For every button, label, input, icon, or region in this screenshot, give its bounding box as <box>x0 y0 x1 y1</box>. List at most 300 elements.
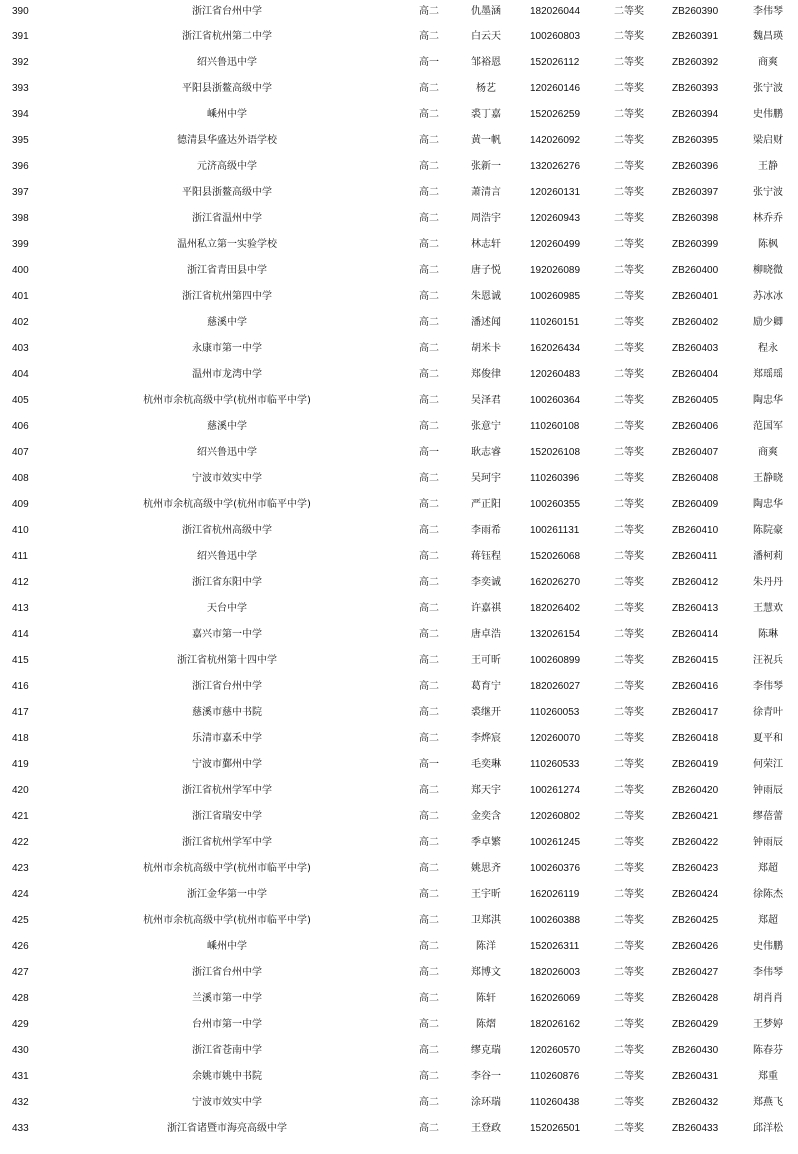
certificate-number: ZB260429 <box>672 1019 719 1030</box>
grade: 高二 <box>419 733 439 744</box>
student-id: 110260533 <box>530 759 580 770</box>
certificate-number: ZB260421 <box>672 811 719 822</box>
certificate-number: ZB260413 <box>672 603 719 614</box>
school-name: 宁波市鄞州中学 <box>192 759 262 770</box>
school-name: 绍兴鲁迅中学 <box>197 57 257 68</box>
award-level: 二等奖 <box>614 941 644 952</box>
grade: 高二 <box>419 1071 439 1082</box>
student-name: 许嘉祺 <box>471 603 501 614</box>
certificate-number: ZB260414 <box>672 629 719 640</box>
grade: 高二 <box>419 1045 439 1056</box>
table-row <box>0 206 798 232</box>
school-name: 平阳县浙鳌高级中学 <box>182 187 272 198</box>
school-name: 浙江省杭州高级中学 <box>182 525 272 536</box>
award-level: 二等奖 <box>614 213 644 224</box>
award-level: 二等奖 <box>614 265 644 276</box>
table-row <box>0 232 798 258</box>
table-row <box>0 804 798 830</box>
coach-name: 钟雨辰 <box>753 785 783 796</box>
row-number: 395 <box>12 135 29 146</box>
row-number: 411 <box>12 551 28 562</box>
coach-name: 程永 <box>758 343 778 354</box>
award-level: 二等奖 <box>614 837 644 848</box>
student-name: 季卓繁 <box>471 837 501 848</box>
coach-name: 柳晓微 <box>753 265 783 276</box>
row-number: 391 <box>12 31 29 42</box>
school-name: 永康市第一中学 <box>192 343 262 354</box>
certificate-number: ZB260397 <box>672 187 719 198</box>
student-name: 白云天 <box>471 31 501 42</box>
table-row <box>0 752 798 778</box>
certificate-number: ZB260408 <box>672 473 719 484</box>
student-name: 唐子悦 <box>471 265 501 276</box>
coach-name: 何荣江 <box>753 759 783 770</box>
grade: 高一 <box>419 759 439 770</box>
row-number: 400 <box>12 265 29 276</box>
table-row <box>0 76 798 102</box>
student-id: 100260803 <box>530 31 581 42</box>
student-name: 王宇昕 <box>471 889 501 900</box>
row-number: 397 <box>12 187 29 198</box>
certificate-number: ZB260400 <box>672 265 719 276</box>
student-name: 裘丁嘉 <box>471 109 501 120</box>
student-id: 162026434 <box>530 343 581 354</box>
coach-name: 苏冰冰 <box>753 291 783 302</box>
award-level: 二等奖 <box>614 187 644 198</box>
school-name: 杭州市余杭高级中学(杭州市临平中学) <box>143 395 311 406</box>
student-name: 王可昕 <box>471 655 501 666</box>
certificate-number: ZB260411 <box>672 551 718 562</box>
certificate-number: ZB260405 <box>672 395 719 406</box>
certificate-number: ZB260426 <box>672 941 719 952</box>
school-name: 浙江省杭州学军中学 <box>182 785 272 796</box>
student-id: 120260499 <box>530 239 581 250</box>
student-id: 132026276 <box>530 161 581 172</box>
certificate-number: ZB260407 <box>672 447 719 458</box>
school-name: 浙江省温州中学 <box>192 213 262 224</box>
student-name: 涂环瑞 <box>471 1097 501 1108</box>
coach-name: 张宁波 <box>753 83 783 94</box>
student-name: 潘述闻 <box>471 317 501 328</box>
student-name: 陈轩 <box>476 993 496 1004</box>
certificate-number: ZB260415 <box>672 655 719 666</box>
row-number: 428 <box>12 993 29 1004</box>
coach-name: 王静 <box>758 161 778 172</box>
student-id: 120260943 <box>530 213 581 224</box>
certificate-number: ZB260431 <box>672 1071 719 1082</box>
award-level: 二等奖 <box>614 109 644 120</box>
student-name: 郑博文 <box>471 967 501 978</box>
table-row <box>0 518 798 544</box>
school-name: 平阳县浙鳌高级中学 <box>182 83 272 94</box>
table-row <box>0 388 798 414</box>
table-row <box>0 154 798 180</box>
table-row <box>0 674 798 700</box>
award-level: 二等奖 <box>614 1019 644 1030</box>
student-name: 王登政 <box>471 1123 501 1134</box>
student-id: 120260070 <box>530 733 581 744</box>
student-id: 100260355 <box>530 499 581 510</box>
student-id: 162026119 <box>530 889 580 900</box>
grade: 高二 <box>419 681 439 692</box>
grade: 高二 <box>419 1019 439 1030</box>
school-name: 绍兴鲁迅中学 <box>197 551 257 562</box>
table-row <box>0 596 798 622</box>
grade: 高二 <box>419 395 439 406</box>
row-number: 393 <box>12 83 29 94</box>
grade: 高二 <box>419 889 439 900</box>
student-id: 162026270 <box>530 577 581 588</box>
school-name: 绍兴鲁迅中学 <box>197 447 257 458</box>
student-name: 杨艺 <box>476 83 496 94</box>
grade: 高二 <box>419 915 439 926</box>
award-level: 二等奖 <box>614 759 644 770</box>
student-id: 152026112 <box>530 57 580 68</box>
row-number: 426 <box>12 941 29 952</box>
student-id: 100260388 <box>530 915 581 926</box>
coach-name: 徐青叶 <box>753 707 783 718</box>
student-name: 裘继开 <box>471 707 501 718</box>
grade: 高二 <box>419 213 439 224</box>
table-row <box>0 778 798 804</box>
award-level: 二等奖 <box>614 343 644 354</box>
school-name: 嘉兴市第一中学 <box>192 629 262 640</box>
award-level: 二等奖 <box>614 473 644 484</box>
award-level: 二等奖 <box>614 551 644 562</box>
award-level: 二等奖 <box>614 499 644 510</box>
award-level: 二等奖 <box>614 681 644 692</box>
grade: 高二 <box>419 629 439 640</box>
grade: 高一 <box>419 447 439 458</box>
table-row <box>0 986 798 1012</box>
coach-name: 励少卿 <box>753 317 783 328</box>
student-name: 林志轩 <box>471 239 501 250</box>
student-id: 182026044 <box>530 6 581 17</box>
row-number: 417 <box>12 707 29 718</box>
school-name: 浙江省瑞安中学 <box>192 811 262 822</box>
row-number: 429 <box>12 1019 29 1030</box>
certificate-number: ZB260402 <box>672 317 719 328</box>
table-row <box>0 492 798 518</box>
table-row <box>0 622 798 648</box>
coach-name: 陈琳 <box>758 629 778 640</box>
table-row <box>0 960 798 986</box>
table-row <box>0 50 798 76</box>
school-name: 杭州市余杭高级中学(杭州市临平中学) <box>143 863 311 874</box>
student-id: 152026311 <box>530 941 580 952</box>
student-id: 192026089 <box>530 265 581 276</box>
student-name: 周浩宇 <box>471 213 501 224</box>
student-id: 182026162 <box>530 1019 581 1030</box>
table-row <box>0 856 798 882</box>
student-id: 152026501 <box>530 1123 581 1134</box>
school-name: 浙江省台州中学 <box>192 6 262 17</box>
school-name: 浙江省杭州第十四中学 <box>177 655 277 666</box>
award-level: 二等奖 <box>614 733 644 744</box>
grade: 高二 <box>419 993 439 1004</box>
table-row <box>0 726 798 752</box>
row-number: 398 <box>12 213 29 224</box>
student-name: 邹裕恩 <box>471 57 501 68</box>
grade: 高二 <box>419 161 439 172</box>
coach-name: 王梦婷 <box>753 1019 783 1030</box>
school-name: 杭州市余杭高级中学(杭州市临平中学) <box>143 915 311 926</box>
grade: 高二 <box>419 265 439 276</box>
school-name: 兰溪市第一中学 <box>192 993 262 1004</box>
coach-name: 商爽 <box>758 447 778 458</box>
school-name: 天台中学 <box>207 603 247 614</box>
grade: 高二 <box>419 577 439 588</box>
student-id: 110260151 <box>530 317 580 328</box>
student-id: 162026069 <box>530 993 581 1004</box>
award-level: 二等奖 <box>614 655 644 666</box>
grade: 高二 <box>419 863 439 874</box>
table-row <box>0 1116 798 1142</box>
student-id: 110260053 <box>530 707 580 718</box>
row-number: 407 <box>12 447 29 458</box>
student-name: 郑天宇 <box>471 785 501 796</box>
award-level: 二等奖 <box>614 83 644 94</box>
table-row <box>0 466 798 492</box>
school-name: 浙江省台州中学 <box>192 681 262 692</box>
coach-name: 郑燕飞 <box>753 1097 783 1108</box>
student-id: 120260146 <box>530 83 581 94</box>
table-row <box>0 570 798 596</box>
row-number: 421 <box>12 811 29 822</box>
school-name: 浙江省杭州学军中学 <box>182 837 272 848</box>
grade: 高二 <box>419 603 439 614</box>
award-level: 二等奖 <box>614 707 644 718</box>
student-name: 唐卓浩 <box>471 629 501 640</box>
award-level: 二等奖 <box>614 369 644 380</box>
grade: 高二 <box>419 837 439 848</box>
student-name: 缪克瑞 <box>471 1045 501 1056</box>
grade: 高二 <box>419 421 439 432</box>
row-number: 390 <box>12 6 29 17</box>
coach-name: 郑重 <box>758 1071 778 1082</box>
table-row <box>0 440 798 466</box>
student-id: 100260985 <box>530 291 581 302</box>
award-level: 二等奖 <box>614 161 644 172</box>
row-number: 402 <box>12 317 29 328</box>
school-name: 温州市龙湾中学 <box>192 369 262 380</box>
student-id: 110260108 <box>530 421 580 432</box>
certificate-number: ZB260403 <box>672 343 719 354</box>
student-id: 152026068 <box>530 551 581 562</box>
student-id: 100261274 <box>530 785 581 796</box>
student-name: 葛育宁 <box>471 681 501 692</box>
school-name: 浙江金华第一中学 <box>187 889 267 900</box>
table-row <box>0 336 798 362</box>
award-level: 二等奖 <box>614 1045 644 1056</box>
certificate-number: ZB260427 <box>672 967 719 978</box>
student-id: 182026027 <box>530 681 581 692</box>
row-number: 401 <box>12 291 29 302</box>
grade: 高二 <box>419 343 439 354</box>
school-name: 浙江省杭州第二中学 <box>182 31 272 42</box>
student-id: 152026108 <box>530 447 581 458</box>
student-name: 姚思齐 <box>471 863 501 874</box>
award-level: 二等奖 <box>614 239 644 250</box>
table-row <box>0 700 798 726</box>
row-number: 404 <box>12 369 29 380</box>
school-name: 温州私立第一实验学校 <box>177 239 277 250</box>
row-number: 427 <box>12 967 29 978</box>
student-id: 120260802 <box>530 811 581 822</box>
coach-name: 徐陈杰 <box>753 889 783 900</box>
award-level: 二等奖 <box>614 863 644 874</box>
grade: 高二 <box>419 811 439 822</box>
grade: 高一 <box>419 57 439 68</box>
school-name: 乐清市嘉禾中学 <box>192 733 262 744</box>
certificate-number: ZB260409 <box>672 499 719 510</box>
certificate-number: ZB260423 <box>672 863 719 874</box>
certificate-number: ZB260390 <box>672 6 719 17</box>
certificate-number: ZB260392 <box>672 57 719 68</box>
certificate-number: ZB260394 <box>672 109 719 120</box>
certificate-number: ZB260424 <box>672 889 719 900</box>
row-number: 396 <box>12 161 29 172</box>
award-level: 二等奖 <box>614 603 644 614</box>
coach-name: 梁启财 <box>753 135 783 146</box>
grade: 高二 <box>419 83 439 94</box>
student-name: 严正阳 <box>471 499 501 510</box>
certificate-number: ZB260406 <box>672 421 719 432</box>
award-level: 二等奖 <box>614 915 644 926</box>
grade: 高二 <box>419 239 439 250</box>
student-id: 100260364 <box>530 395 581 406</box>
row-number: 433 <box>12 1123 29 1134</box>
certificate-number: ZB260432 <box>672 1097 719 1108</box>
row-number: 412 <box>12 577 29 588</box>
student-id: 100260899 <box>530 655 581 666</box>
table-row <box>0 648 798 674</box>
coach-name: 邱洋松 <box>753 1123 783 1134</box>
student-name: 耿志睿 <box>471 447 501 458</box>
coach-name: 陶忠华 <box>753 395 783 406</box>
coach-name: 王静晓 <box>753 473 783 484</box>
table-row <box>0 934 798 960</box>
row-number: 408 <box>12 473 29 484</box>
school-name: 杭州市余杭高级中学(杭州市临平中学) <box>143 499 311 510</box>
student-name: 郑俊律 <box>471 369 501 380</box>
student-id: 182026003 <box>530 967 581 978</box>
certificate-number: ZB260410 <box>672 525 719 536</box>
coach-name: 范国军 <box>753 421 783 432</box>
student-name: 李烨宸 <box>471 733 501 744</box>
award-level: 二等奖 <box>614 291 644 302</box>
award-level: 二等奖 <box>614 31 644 42</box>
table-row <box>0 882 798 908</box>
grade: 高二 <box>419 1097 439 1108</box>
row-number: 419 <box>12 759 29 770</box>
coach-name: 李伟琴 <box>753 681 783 692</box>
student-name: 李奕诚 <box>471 577 501 588</box>
school-name: 浙江省东阳中学 <box>192 577 262 588</box>
student-id: 110260438 <box>530 1097 580 1108</box>
school-name: 慈溪市慈中书院 <box>192 707 262 718</box>
coach-name: 李伟琴 <box>753 6 783 17</box>
student-id: 110260876 <box>530 1071 580 1082</box>
school-name: 浙江省苍南中学 <box>192 1045 262 1056</box>
coach-name: 商爽 <box>758 57 778 68</box>
school-name: 嵊州中学 <box>207 109 247 120</box>
student-id: 110260396 <box>530 473 580 484</box>
grade: 高二 <box>419 941 439 952</box>
table-row <box>0 830 798 856</box>
student-name: 金奕含 <box>471 811 501 822</box>
coach-name: 陈院豪 <box>753 525 783 536</box>
certificate-number: ZB260420 <box>672 785 719 796</box>
school-name: 宁波市效实中学 <box>192 473 262 484</box>
award-level: 二等奖 <box>614 577 644 588</box>
row-number: 399 <box>12 239 29 250</box>
coach-name: 潘柯莉 <box>753 551 783 562</box>
student-id: 152026259 <box>530 109 581 120</box>
certificate-number: ZB260398 <box>672 213 719 224</box>
table-row <box>0 1064 798 1090</box>
row-number: 413 <box>12 603 29 614</box>
student-name: 张新一 <box>471 161 501 172</box>
student-id: 120260131 <box>530 187 581 198</box>
student-name: 张意宁 <box>471 421 501 432</box>
row-number: 418 <box>12 733 29 744</box>
table-row <box>0 128 798 154</box>
certificate-number: ZB260412 <box>672 577 719 588</box>
school-name: 慈溪中学 <box>207 317 247 328</box>
award-level: 二等奖 <box>614 395 644 406</box>
row-number: 406 <box>12 421 29 432</box>
row-number: 392 <box>12 57 29 68</box>
school-name: 浙江省台州中学 <box>192 967 262 978</box>
grade: 高二 <box>419 707 439 718</box>
award-level: 二等奖 <box>614 889 644 900</box>
student-name: 卫郑淇 <box>471 915 501 926</box>
school-name: 余姚市姚中书院 <box>192 1071 262 1082</box>
coach-name: 李伟琴 <box>753 967 783 978</box>
grade: 高二 <box>419 551 439 562</box>
student-name: 毛奕琳 <box>471 759 501 770</box>
student-name: 黄一帆 <box>471 135 501 146</box>
award-level: 二等奖 <box>614 317 644 328</box>
student-id: 100261245 <box>530 837 581 848</box>
coach-name: 夏平和 <box>753 733 783 744</box>
certificate-number: ZB260419 <box>672 759 719 770</box>
row-number: 403 <box>12 343 29 354</box>
table-row <box>0 0 798 24</box>
coach-name: 陈春芬 <box>753 1045 783 1056</box>
award-level: 二等奖 <box>614 785 644 796</box>
coach-name: 钟雨辰 <box>753 837 783 848</box>
award-level: 二等奖 <box>614 421 644 432</box>
grade: 高二 <box>419 369 439 380</box>
table-row <box>0 544 798 570</box>
row-number: 432 <box>12 1097 29 1108</box>
certificate-number: ZB260417 <box>672 707 719 718</box>
row-number: 405 <box>12 395 29 406</box>
row-number: 416 <box>12 681 29 692</box>
school-name: 德清县华盛达外语学校 <box>177 135 277 146</box>
grade: 高二 <box>419 785 439 796</box>
table-row <box>0 908 798 934</box>
award-level: 二等奖 <box>614 1071 644 1082</box>
certificate-number: ZB260425 <box>672 915 719 926</box>
grade: 高二 <box>419 499 439 510</box>
award-level: 二等奖 <box>614 967 644 978</box>
table-row <box>0 362 798 388</box>
certificate-number: ZB260395 <box>672 135 719 146</box>
award-level: 二等奖 <box>614 1123 644 1134</box>
